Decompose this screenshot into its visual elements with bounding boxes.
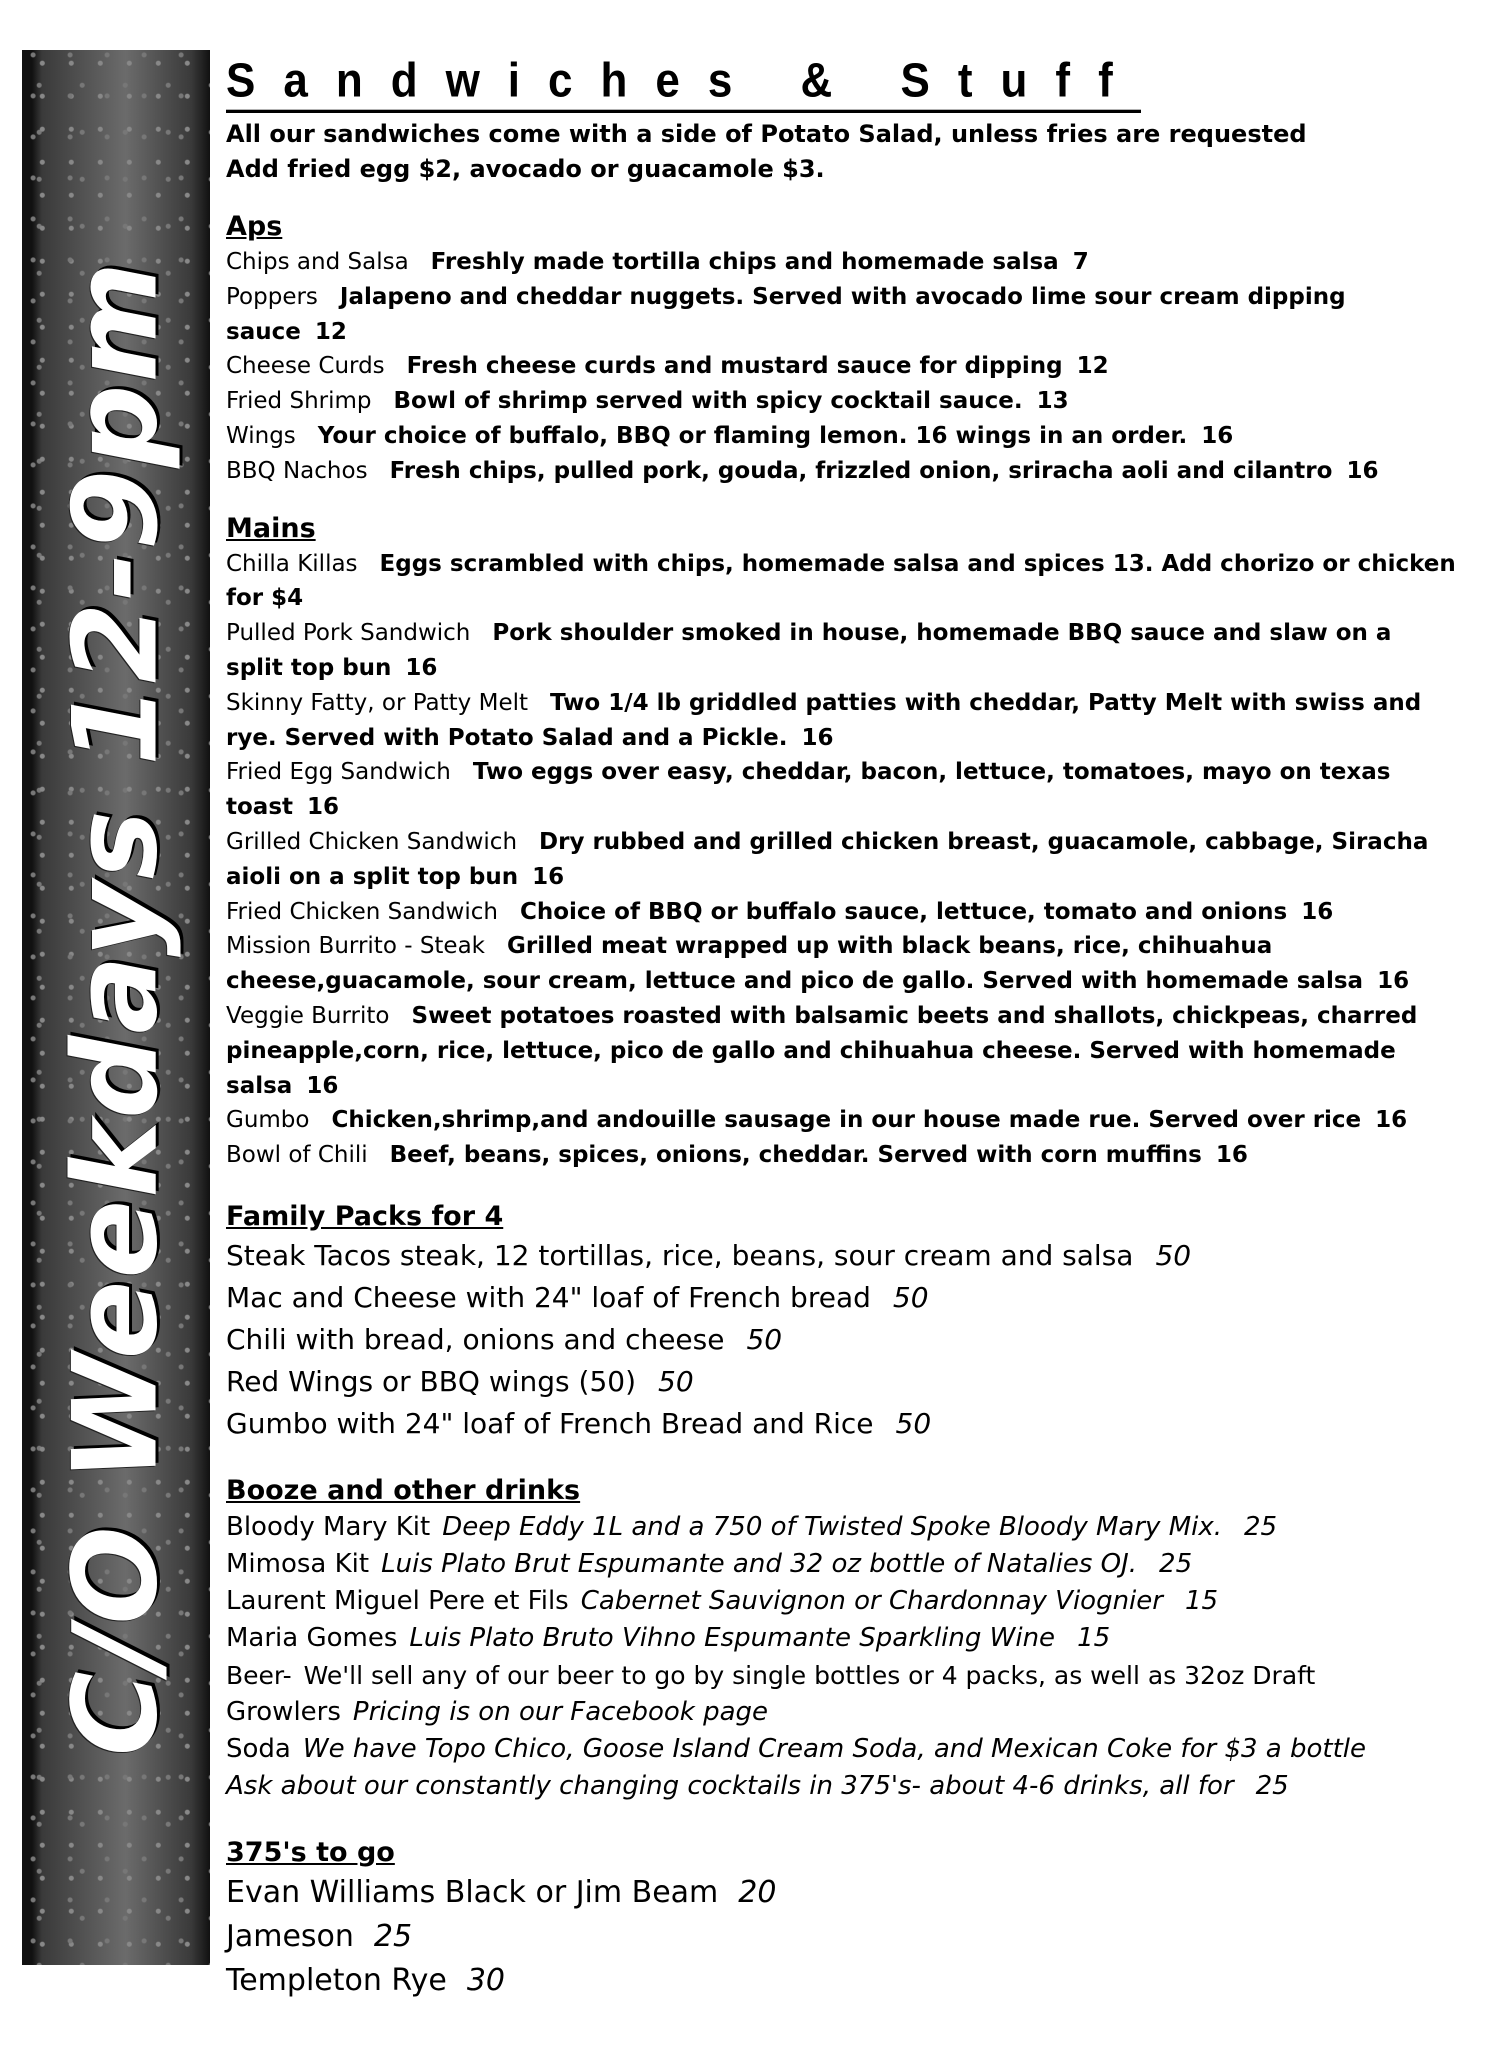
family-pack-item bbox=[226, 1361, 1466, 1403]
item-name: Fried Shrimp bbox=[226, 388, 372, 415]
menu-item bbox=[226, 384, 1466, 419]
item-price: 15 bbox=[1184, 1585, 1219, 1616]
item-name: Soda bbox=[226, 1733, 291, 1764]
item-price: 30 bbox=[466, 1962, 506, 1998]
item-name: Poppers bbox=[226, 283, 318, 310]
menu-item bbox=[226, 929, 1456, 999]
family-pack-item bbox=[226, 1403, 1466, 1445]
section-heading-booze: Booze and other drinks bbox=[226, 1474, 581, 1506]
item-desc: We have Topo Chico, Goose Island Cream Soda, and Mexican Coke for $3 a bottle bbox=[302, 1733, 1367, 1764]
item-name: Wings bbox=[226, 422, 296, 449]
item-price: 7 bbox=[1072, 249, 1089, 275]
drink-item bbox=[226, 1546, 1466, 1583]
item-desc: Sweet potatoes roasted with balsamic beets and shallots, chickpeas, charred pineapple,corn, rice, lettuce, pico de gallo and chihuahua cheese. Served with homemade salsa bbox=[226, 1002, 1418, 1099]
drink-item bbox=[226, 1509, 1466, 1546]
section-heading-375s: 375's to go bbox=[226, 1836, 395, 1868]
menu-item bbox=[226, 1138, 1456, 1173]
drink-item bbox=[226, 1583, 1466, 1620]
item-desc: Bowl of shrimp served with spicy cocktail sauce. bbox=[393, 388, 1023, 415]
drink-item bbox=[226, 1657, 1466, 1694]
item-price: 16 bbox=[532, 863, 565, 890]
menu-item bbox=[226, 999, 1456, 1103]
item-desc: Dry rubbed and grilled chicken breast, guacamole, cabbage, Siracha aioli on a split top bun bbox=[226, 828, 1429, 890]
drink-item bbox=[226, 1620, 1466, 1657]
liquor-item bbox=[226, 1871, 1466, 1915]
item-desc: Deep Eddy 1L and a 750 of Twisted Spoke Bloody Mary Mix. bbox=[442, 1511, 1223, 1542]
item-price: 16 bbox=[1346, 457, 1379, 484]
item-text: Jameson bbox=[226, 1918, 354, 1954]
item-price: 15 bbox=[1077, 1622, 1111, 1653]
item-price: 16 bbox=[1215, 1142, 1248, 1169]
item-name: Laurent Miguel Pere et Fils bbox=[226, 1585, 569, 1616]
item-name: Maria Gomes bbox=[226, 1622, 398, 1653]
item-price: 25 bbox=[1244, 1511, 1278, 1542]
menu-item bbox=[226, 825, 1456, 895]
item-desc: Two eggs over easy, cheddar, bacon, lettuce, tomatoes, mayo on texas toast bbox=[226, 759, 1391, 821]
item-name: Chips and Salsa bbox=[226, 249, 409, 275]
item-desc: Pricing is on our Facebook page bbox=[352, 1696, 769, 1727]
item-desc: Cabernet Sauvignon or Chardonnay Viognier bbox=[580, 1585, 1163, 1616]
item-desc: Your choice of buffalo, BBQ or flaming lemon. 16 wings in an order. bbox=[317, 422, 1188, 449]
item-price: 25 bbox=[1255, 1770, 1289, 1801]
menu-item bbox=[226, 454, 1466, 489]
section-heading-family-packs: Family Packs for 4 bbox=[226, 1200, 504, 1232]
item-price: 50 bbox=[658, 1364, 694, 1398]
item-desc: Two 1/4 lb griddled patties with cheddar, Patty Melt with swiss and rye. Served with Potato Salad and a Pickle. bbox=[226, 689, 1422, 751]
item-text: Steak Tacos steak, 12 tortillas, rice, beans, sour cream and salsa bbox=[226, 1238, 1134, 1272]
page-title: Sandwiches & Stuff bbox=[226, 55, 1141, 113]
item-price: 13 bbox=[1036, 388, 1069, 415]
item-name: Growlers bbox=[226, 1696, 341, 1727]
item-price: 12 bbox=[1076, 353, 1109, 380]
item-price: 16 bbox=[1375, 1107, 1408, 1134]
intro-line: Add fried egg $2, avocado or guacamole $3. bbox=[226, 155, 825, 183]
menu-item bbox=[226, 686, 1456, 756]
item-desc: Pork shoulder smoked in house, homemade BBQ sauce and slaw on a split top bun bbox=[226, 620, 1392, 681]
family-pack-item bbox=[226, 1277, 1466, 1319]
item-desc: Choice of BBQ or buffalo sauce, lettuce, tomato and onions bbox=[519, 898, 1288, 925]
menu-item bbox=[226, 349, 1466, 384]
mains-list bbox=[226, 547, 1456, 1173]
section-heading-aps: Aps bbox=[226, 211, 283, 242]
item-text: Evan Williams Black or Jim Beam bbox=[226, 1874, 719, 1910]
item-price: 16 bbox=[405, 654, 438, 681]
item-price: 50 bbox=[892, 1280, 929, 1314]
item-price: 50 bbox=[895, 1406, 932, 1440]
item-price: 50 bbox=[1155, 1238, 1192, 1272]
item-price: 16 bbox=[1201, 422, 1234, 449]
drink-item bbox=[226, 1731, 1466, 1768]
item-name: Mission Burrito - Steak bbox=[226, 933, 485, 960]
item-name: Beer- bbox=[226, 1660, 292, 1690]
menu-item bbox=[226, 895, 1456, 930]
menu-item bbox=[226, 1103, 1456, 1138]
sidebar-banner bbox=[22, 50, 210, 1965]
menu-item bbox=[226, 419, 1466, 454]
aps-list bbox=[226, 245, 1466, 489]
item-name: Bowl of Chili bbox=[226, 1142, 368, 1169]
item-desc: Beef, beans, spices, onions, cheddar. Served with corn muffins bbox=[389, 1142, 1202, 1169]
intro-line: All our sandwiches come with a side of Potato Salad, unless fries are requested bbox=[226, 120, 1307, 148]
menu-content bbox=[226, 53, 1466, 2003]
item-desc: Fresh cheese curds and mustard sauce for dipping bbox=[406, 353, 1063, 380]
item-name: Gumbo bbox=[226, 1107, 310, 1134]
item-desc: Luis Plato Bruto Vihno Espumante Sparkling Wine bbox=[409, 1622, 1056, 1653]
liquor-item bbox=[226, 1915, 1466, 1959]
item-desc: Luis Plato Brut Espumante and 32 oz bottle of Natalies OJ. bbox=[381, 1548, 1138, 1579]
section-heading-mains: Mains bbox=[226, 512, 316, 544]
liquor-item bbox=[226, 1959, 1466, 2003]
item-price: 25 bbox=[1159, 1548, 1193, 1579]
item-price: 16 bbox=[801, 724, 834, 751]
item-name: Pulled Pork Sandwich bbox=[226, 620, 471, 647]
menu-item bbox=[226, 755, 1456, 825]
drink-item bbox=[226, 1694, 1466, 1731]
item-name: Cheese Curds bbox=[226, 353, 385, 380]
item-name: Chilla Killas bbox=[226, 550, 358, 577]
item-price: 16 bbox=[306, 1072, 339, 1099]
item-text: Gumbo with 24" loaf of French Bread and Rice bbox=[226, 1406, 874, 1440]
item-desc: We'll sell any of our beer to go by single bottles or 4 packs, as well as 32oz Draft bbox=[303, 1660, 1316, 1690]
item-price: 16 bbox=[307, 794, 340, 821]
menu-item bbox=[226, 280, 1466, 350]
item-name: Bloody Mary Kit bbox=[226, 1511, 431, 1542]
item-name: Grilled Chicken Sandwich bbox=[226, 828, 518, 855]
menu-item bbox=[226, 616, 1456, 686]
item-desc: Fresh chips, pulled pork, gouda, frizzled onion, sriracha aoli and cilantro bbox=[389, 457, 1333, 484]
item-desc: Eggs scrambled with chips, homemade salsa and spices 13. Add chorizo or chicken for $4 bbox=[226, 550, 1456, 612]
item-text: Chili with bread, onions and cheese bbox=[226, 1322, 725, 1356]
menu-item bbox=[226, 245, 1466, 280]
item-price: 20 bbox=[738, 1874, 777, 1910]
item-price: 25 bbox=[373, 1918, 413, 1954]
item-price: 50 bbox=[746, 1322, 783, 1356]
liquor-list bbox=[226, 1871, 1466, 2003]
item-desc: Ask about our constantly changing cocktails in 375's- about 4-6 drinks, all for bbox=[226, 1770, 1234, 1801]
item-name: BBQ Nachos bbox=[226, 457, 368, 484]
item-name: Skinny Fatty, or Patty Melt bbox=[226, 689, 528, 716]
item-price: 16 bbox=[1301, 898, 1334, 925]
item-name: Veggie Burrito bbox=[226, 1002, 390, 1029]
item-text: Mac and Cheese with 24" loaf of French bread bbox=[226, 1280, 871, 1314]
family-pack-item bbox=[226, 1319, 1466, 1361]
booze-list bbox=[226, 1509, 1466, 1805]
item-price: 16 bbox=[1377, 968, 1410, 995]
item-desc: Freshly made tortilla chips and homemade salsa bbox=[430, 249, 1059, 275]
item-desc: Jalapeno and cheddar nuggets. Served with avocado lime sour cream dipping sauce bbox=[226, 283, 1346, 345]
family-pack-item bbox=[226, 1235, 1466, 1277]
item-desc: Chicken,shrimp,and andouille sausage in our house made rue. Served over rice bbox=[331, 1107, 1362, 1134]
item-text: Red Wings or BBQ wings (50) bbox=[226, 1364, 637, 1398]
family-packs-list bbox=[226, 1235, 1466, 1445]
hours-banner-text: C/O Weekdays 12-9pm bbox=[48, 259, 184, 1756]
drink-item bbox=[226, 1768, 1466, 1805]
item-text: Templeton Rye bbox=[226, 1962, 447, 1998]
item-name: Fried Egg Sandwich bbox=[226, 759, 451, 786]
item-price: 12 bbox=[314, 318, 347, 345]
item-name: Fried Chicken Sandwich bbox=[226, 898, 498, 925]
item-desc: Grilled meat wrapped up with black beans, rice, chihuahua cheese,guacamole, sour cream, lettuce and pico de gallo. Served with homemade salsa bbox=[226, 933, 1364, 995]
menu-item bbox=[226, 547, 1456, 617]
item-name: Mimosa Kit bbox=[226, 1548, 370, 1579]
